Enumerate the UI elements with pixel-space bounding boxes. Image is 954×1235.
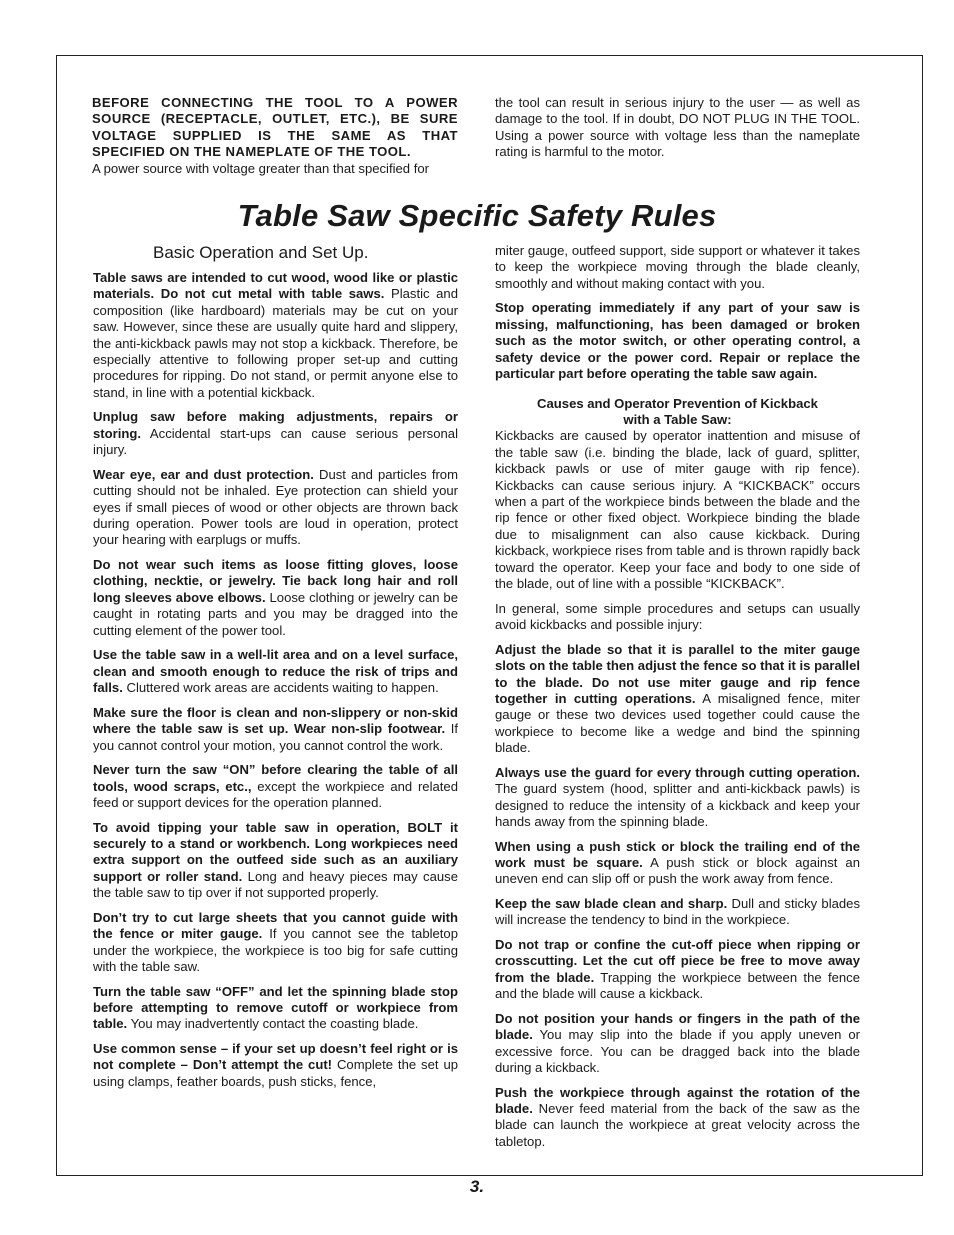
rule-paragraph xyxy=(495,765,860,831)
rule-bold: Do not trap or confine the cut-off piece when ripping or crosscutting. Let the cut off piece be free to move away from the blade. xyxy=(495,936,860,985)
rule-paragraph xyxy=(93,984,458,1033)
rule-text: Accidental start-ups can cause serious personal injury. xyxy=(93,425,458,458)
rule-bold: Unplug saw before making adjustments, repairs or storing. xyxy=(93,409,458,441)
rule-bold: Always use the guard for every through cutting operation. xyxy=(495,764,860,780)
rule-bold: Do not wear such items as loose fitting gloves, loose clothing, necktie, or jewelry. Tie back long hair and roll long sleeves above elbows. xyxy=(93,557,458,605)
rule-bold: Use the table saw in a well-lit area and on a level surface, clean and smooth enough to reduce the risk of trips and falls. xyxy=(93,647,458,696)
rule-text: except the workpiece and related feed or support devices for the operation planned. xyxy=(93,778,458,810)
voltage-warning-continued: the tool can result in serious injury to the user — as well as damage to the tool. If in doubt, DO NOT PLUG IN THE TOOL. Using a power source with voltage less than the nameplate rating is harmful to the motor. xyxy=(495,95,860,160)
rule-bold: Use common sense – if your set up doesn’t feel right or is not complete – Don’t attempt the cut! xyxy=(93,1040,458,1073)
page-title: Table Saw Specific Safety Rules xyxy=(237,198,717,233)
rule-bold: Turn the table saw “OFF” and let the spinning blade stop before attempting to remove cutoff or workpiece from table. xyxy=(93,983,458,1032)
rule-continuation: miter gauge, outfeed support, side support or whatever it takes to keep the workpiece moving through the blade cleanly, smoothly and without making contact with you. xyxy=(495,243,860,291)
voltage-warning-text: A power source with voltage greater than that specified for xyxy=(92,160,429,176)
rule-text: Dull and sticky blades will increase the tendency to bind in the workpiece. xyxy=(495,895,860,928)
rule-bold: Make sure the floor is clean and non-slippery or non-skid where the table saw is set up. Wear non-slip footwear. xyxy=(93,704,458,737)
rule-paragraph xyxy=(93,557,458,639)
rule-paragraph xyxy=(93,467,458,549)
rule-paragraph xyxy=(93,705,458,754)
rule-bold: Do not position your hands or fingers in the path of the blade. xyxy=(495,1010,860,1043)
rule-paragraph xyxy=(495,896,860,929)
page-number: 3. xyxy=(469,1177,485,1196)
rule-paragraph xyxy=(93,910,458,976)
rule-paragraph xyxy=(495,1011,860,1077)
rule-text: Complete the set up using clamps, feather boards, push sticks, fence, xyxy=(93,1057,459,1089)
rule-text: You may slip into the blade if you apply uneven or excessive force. You can be dragged back into the blade during a kickback. xyxy=(495,1027,860,1075)
rule-text: If you cannot control your motion, you cannot control the work. xyxy=(93,721,458,753)
rule-text: Long and heavy pieces may cause the table saw to tip over if not supported properly. xyxy=(93,868,458,901)
rule-text: Cluttered work areas are accidents waiting to happen. xyxy=(122,680,439,696)
rule-text: Dust and particles from cutting should not be inhaled. Eye protection can shield your eyes if small pieces of wood or other objects are thrown back during operation. Power tools are loud in operation, protect your hearing with earplugs or muffs. xyxy=(93,466,459,548)
kickback-heading-line: Causes and Operator Prevention of Kickback xyxy=(537,395,818,411)
section-subhead: Basic Operation and Set Up. xyxy=(153,243,369,262)
rule-bold: Adjust the blade so that it is parallel to the miter gauge slots on the table then adjust the fence so that it is parallel to the blade. Do not use miter gauge and rip fence together in cutting operations. xyxy=(495,641,860,706)
rule-text: You may inadvertently contact the coasting blade. xyxy=(127,1016,419,1032)
rule-text: If you cannot see the tabletop under the workpiece, the workpiece is too big for safe cutting with the table saw. xyxy=(93,926,458,974)
rule-paragraph xyxy=(93,820,458,902)
rule-paragraph xyxy=(495,300,860,382)
rule-paragraph xyxy=(93,1041,458,1090)
rule-bold: Stop operating immediately if any part of your saw is missing, malfunctioning, has been damaged or broken such as the motor switch, or other operating control, a safety device or the power cord. Repair or replace the particular part before operating the table saw again. xyxy=(495,300,860,382)
rule-paragraph xyxy=(495,1085,860,1151)
kickback-heading-line: with a Table Saw: xyxy=(623,412,732,428)
rule-paragraph xyxy=(93,647,458,696)
intro-left-column xyxy=(92,95,458,177)
kickback-heading xyxy=(495,391,860,429)
intro-right-column xyxy=(495,95,860,161)
rule-paragraph xyxy=(495,839,860,888)
rule-bold: Keep the saw blade clean and sharp. xyxy=(495,895,728,911)
rule-paragraph xyxy=(495,642,860,757)
rule-text: A misaligned fence, miter gauge or these two devices used together could cause the workpiece to become like a wedge and bind the spinning blade. xyxy=(495,690,860,756)
rule-text: Loose clothing or jewelry can be caught in rotating parts and you may be dragged into the cutting element of the power tool. xyxy=(93,589,458,638)
rule-text: Plastic and composition (like hardboard) materials may be cut on your saw. However, since these are usually quite hard and slippery, the anti-kickback pawls may not stop a kickback. Therefore, be especially attentive to following proper set-up and cutting procedures for ripping. Do not stand, or permit anyone else to stand, in line with a potential kickback. xyxy=(93,286,458,400)
rule-bold: To avoid tipping your table saw in operation, BOLT it securely to a stand or workbench. Long workpieces need extra support on the outfeed side such as an auxiliary support or roller stand. xyxy=(93,819,458,884)
rule-paragraph xyxy=(93,762,458,811)
rule-paragraph xyxy=(93,270,458,401)
rule-bold: Don’t try to cut large sheets that you cannot guide with the fence or miter gauge. xyxy=(93,909,458,942)
rule-bold: Never turn the saw “ON” before clearing the table of all tools, wood scraps, etc., xyxy=(93,762,458,794)
rule-text: A push stick or block against an uneven end can slip off or push the work away from fence. xyxy=(495,854,860,887)
kickback-paragraph: Kickbacks are caused by operator inattention and misuse of the table saw (i.e. binding the blade, lack of guard, splitter, kickback pawls or use of miter gauge with rip fence). Kickbacks can cause serious injury. A “KICKBACK” occurs when a part of the workpiece binds between the blade and the rip fence or other fixed object. Workpiece binding the blade due to misalignment can also cause kickback. During kickback, workpiece rises from table and is thrown rapidly back toward the operator. Keep your face and body to one side of the blade, out of line with a possible “KICKBACK”. xyxy=(495,428,860,592)
rule-paragraph xyxy=(93,409,458,458)
voltage-warning-caps: BEFORE CONNECTING THE TOOL TO A POWER SOURCE (RECEPTACLE, OUTLET, ETC.), BE SURE VOLTAGE SUPPLIED IS THE SAME AS THAT SPECIFIED ON THE NAMEPLATE OF THE TOOL. xyxy=(92,95,458,160)
rule-text: Never feed material from the back of the saw as the blade can launch the workpiece at great velocity across the tabletop. xyxy=(495,1100,860,1149)
rule-bold: Table saws are intended to cut wood, wood like or plastic materials. Do not cut metal with table saws. xyxy=(93,270,458,302)
left-column xyxy=(93,270,458,1098)
right-column xyxy=(495,243,860,1158)
rule-bold: Push the workpiece through against the rotation of the blade. xyxy=(495,1084,860,1116)
rule-bold: Wear eye, ear and dust protection. xyxy=(93,466,314,482)
kickback-paragraph: In general, some simple procedures and setups can usually avoid kickbacks and possible injury: xyxy=(495,600,860,633)
rule-paragraph xyxy=(495,937,860,1003)
rule-bold: When using a push stick or block the trailing end of the work must be square. xyxy=(495,838,860,870)
rule-text: Trapping the workpiece between the fence and the blade will cause a kickback. xyxy=(495,969,860,1002)
rule-text: The guard system (hood, splitter and anti-kickback pawls) is designed to reduce the intensity of a kickback and keep your hands away from the spinning blade. xyxy=(495,781,860,829)
